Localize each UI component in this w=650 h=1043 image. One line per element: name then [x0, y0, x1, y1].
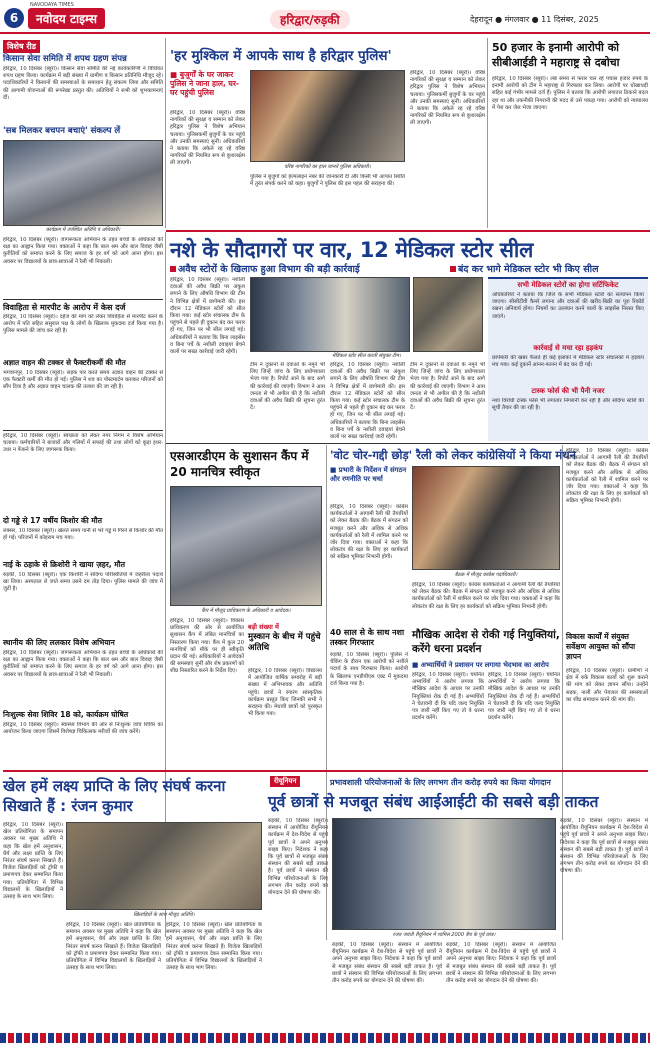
story-body: छापेमारी की खबर फैलते ही कई इलाकों में मेडिकल स्टोर संचालकों में हड़कंप मच गया। कई दुकानें आनन-फानन में बंद कर दी गईं।: [492, 355, 644, 369]
story-body: हरिद्वार, 10 दिसंबर (ब्यूरो)। वरिष्ठ नागरिकों की सुरक्षा व सम्मान को लेकर हरिद्वार पुलिस ने विशेष अभियान चलाया। पुलिसकर्मी बुजुर्गों के घर पहुंचे और उनकी समस्याएं सुनीं। अधिकारियों ने बताया कि अकेले रह रहे वरिष्ठ नागरिकों की नियमित रूप से कुशलक्षेम ली जाएगी।: [410, 70, 485, 127]
sidebar-heading: कार्रवाई से मचा रहा हड़कंप: [533, 344, 603, 352]
section-label: विशेष रीड: [3, 40, 40, 53]
story-subhead: ■ प्रभारी के निर्देशन में संगठन और रणनीति पर चर्चा: [330, 466, 407, 483]
divider: [3, 770, 648, 772]
story-body: हरिद्वार, 10 दिसंबर (ब्यूरो)। कांग्रेस कार्यकर्ताओं ने आगामी रैली की तैयारियों को लेकर बैठक की। बैठक में संगठन को मजबूत करने और अधिक से अधिक कार्यकर्ताओं को रैली में शामिल करने पर जोर दिया गया। वक्ताओं ने कहा कि लोकतंत्र की रक्षा के लिए हर कार्यकर्ता को सक्रिय भूमिका निभानी होगी।: [566, 448, 648, 505]
story-body: हरिद्वार, 10 दिसंबर (ब्यूरो)। स्वच्छता को लेकर नगर निगम ने विशेष अभियान चलाया। कर्मचारियों ने बाजारों और गलियों में सफाई की तथा लोगों को कूड़ा इधर-उधर न फेंकने के लिए जागरूक किया।: [3, 433, 163, 454]
story-body: हरिद्वार, 10 दिसंबर (ब्यूरो)। खेल प्रतियोगिता के समापन अवसर पर मुख्य अतिथि ने कहा कि खेल हमें अनुशासन, धैर्य और लक्ष्य प्राप्ति के लिए निरंतर संघर्ष करना सिखाते हैं। विजेता खिलाड़ियों को ट्रॉफी व प्रमाणपत्र देकर सम्मानित किया गया। प्रतियोगिता में विभिन्न विद्यालयों के खिलाड़ियों ने उत्साह के साथ भाग लिया।: [166, 922, 262, 972]
story-headline: विकास कार्यों में संयुक्त सर्वेक्षण आयुक्त को सौंपा ज्ञापन: [566, 632, 636, 661]
story-headline: किसान सेवा समिति में शपथ ग्रहण संपन्न: [3, 54, 127, 64]
story-body: भगवानपुर, 10 दिसंबर (ब्यूरो)। सड़क पार करते समय अज्ञात वाहन की टक्कर से एक फैक्टरी कर्मी की मौत हो गई। पुलिस ने शव का पोस्टमार्टम कराकर परिजनों को सौंप दिया है और अज्ञात वाहन चालक की तलाश की जा रही है।: [3, 370, 163, 391]
story-headline: दो गड्डे से 17 वर्षीय किशोर की मौत: [3, 516, 103, 525]
page-number: 6: [4, 8, 24, 28]
story-headline: निःशुल्क सेवा शिविर 18 को, कार्यक्रम घोषित: [3, 710, 129, 719]
photo-caption: मेडिकल स्टोर सील करती संयुक्त टीम।: [332, 353, 401, 359]
story-body: हरिद्वार, 10 दिसंबर (ब्यूरो)। लंबे समय से फरार चल रहे पचास हजार रुपये के इनामी आरोपी को टीम ने महाराष्ट्र से गिरफ्तार कर लिया। आरोपी पर धोखाधड़ी सहित कई गंभीर मामले दर्ज हैं। पुलिस ने बताया कि आरोपी लगातार ठिकाने बदल रहा था और तकनीकी निगरानी की मदद से उसे पकड़ा गया। आरोपी को न्यायालय में पेश कर जेल भेजा जाएगा।: [492, 76, 648, 111]
story-headline: नाई के ठहाके से क्रिशोरी ने खाया ज़हर, मौत: [3, 560, 126, 569]
divider: [3, 430, 163, 431]
story-body: हरिद्वार, 10 दिसंबर (ब्यूरो)। खेल प्रतियोगिता के समापन अवसर पर मुख्य अतिथि ने कहा कि खेल हमें अनुशासन, धैर्य और लक्ष्य प्राप्ति के लिए निरंतर संघर्ष करना सिखाते हैं। विजेता खिलाड़ियों को ट्रॉफी व प्रमाणपत्र देकर सम्मानित किया गया। प्रतियोगिता में विभिन्न विद्यालयों के खिलाड़ियों ने उत्साह के साथ भाग लिया।: [3, 822, 63, 901]
story-body: रुड़की, 10 दिसंबर (ब्यूरो)। संस्थान में आयोजित रीयूनियन कार्यक्रम में देश-विदेश से पहुंचे पूर्व छात्रों ने अपने अनुभव साझा किए। निदेशक ने कहा कि पूर्व छात्रों से मजबूत संबंध संस्थान की सबसे बड़ी ताकत है। पूर्व छात्रों ने संस्थान की विभिन्न परियोजनाओं के लिए लगभग तीन करोड़ रुपये का योगदान देने की घोषणा की।: [332, 942, 442, 985]
sidebar-heading: सभी मेडिकल स्टोरों का होगा सर्टिफिकेट: [517, 281, 619, 289]
divider: [166, 230, 650, 232]
news-photo: [170, 486, 322, 606]
story-body: हरिद्वार, 10 दिसंबर (ब्यूरो)। नशीली दवाओं की अवैध बिक्री पर अंकुश लगाने के लिए औषधि विभाग की टीम ने विभिन्न क्षेत्रों में छापेमारी की। इस दौरान 12 मेडिकल स्टोरों को सील किया गया। कई स्टोर संचालक टीम के पहुंचने से पहले ही दुकान बंद कर फरार हो गए, जिन पर भी सील लगाई गई। अधिकारियों ने बताया कि बिना लाइसेंस व बिना पर्चे के नशीली दवाइयां बेचने वालों पर सख्त कार्रवाई जारी रहेगी।: [330, 362, 405, 440]
photo-caption: बैठक में मौजूद कांग्रेस पदाधिकारी।: [454, 572, 518, 578]
news-photo: [66, 822, 262, 910]
story-body: हरिद्वार, 10 दिसंबर (ब्यूरो)। स्वास्थ्य विभाग की ओर से निःशुल्क जांच शिविर का आयोजन किया जाएगा जिसमें विशेषज्ञ चिकित्सक मरीजों की जांच करेंगे।: [3, 722, 163, 736]
story-body: लक्सर, 10 दिसंबर (ब्यूरो)। खेलते समय पानी से भरे गड्ढे में गिरने से किशोर की मौत हो गई। परिजनों में कोहराम मच गया।: [3, 528, 163, 542]
news-photo: [412, 466, 560, 570]
edition-label: हरिद्वार/रुड़की: [270, 10, 350, 29]
news-photo: [250, 277, 410, 352]
photo-caption: वरिष्ठ नागरिकों का हाल जानते पुलिस अधिकारी।: [284, 164, 371, 170]
photo-caption: कार्यक्रम में उपस्थित अतिथि व अधिकारी।: [45, 227, 121, 233]
story-headline: 40 साल से के साथ नशा तस्कर गिरफ्तार: [330, 628, 405, 647]
sidebar-heading: टास्क फोर्स की भी पैनी नजर: [531, 387, 605, 395]
story-headline: एसआरडीएम के सुशासन कैंप में 20 मानचित्र स्वीकृत: [170, 449, 309, 479]
story-subhead: प्रभावशाली परियोजनाओं के लिए लगभग तीन करोड़ रुपये का किया योगदान: [330, 778, 551, 787]
story-body: रुड़की, 10 दिसंबर (ब्यूरो)। संस्थान में आयोजित रीयूनियन कार्यक्रम में देश-विदेश से पहुंचे पूर्व छात्रों ने अपने अनुभव साझा किए। निदेशक ने कहा कि पूर्व छात्रों से मजबूत संबंध संस्थान की सबसे बड़ी ताकत है। पूर्व छात्रों ने संस्थान की विभिन्न परियोजनाओं के लिए लगभग तीन करोड़ रुपये का योगदान देने की घोषणा की।: [446, 942, 556, 985]
story-body: अधिकारियों ने बताया कि जिले के सभी मेडिकल स्टोरों का सत्यापन किया जाएगा। सीसीटीवी कैमरे लगाना और दवाओं की खरीद-बिक्री का पूरा रिकॉर्ड रखना अनिवार्य होगा। नियमों का उल्लंघन करने वालों के लाइसेंस निरस्त किए जाएंगे।: [492, 292, 644, 320]
story-headline: पूर्व छात्रों से मजबूत संबंध आईआईटी की सबसे बड़ी ताकत: [268, 793, 599, 811]
divider: [166, 443, 650, 444]
footer-strip: [0, 1033, 650, 1043]
newspaper-logo: नवोदय टाइम्स: [28, 8, 105, 29]
story-subhead: ■ अभ्यार्थियों ने प्रशासन पर लगाया भेदभाव का आरोप: [412, 661, 549, 669]
dateline: देहरादून ● मंगलवार ● 11 दिसंबर, 2025: [470, 15, 599, 24]
story-headline: 'सब मिलकर बचपन बचाएं' संकल्प लें: [3, 126, 121, 136]
story-body: टीम ने दुकानों से दवाओं के नमूने भी लिए जिन्हें जांच के लिए प्रयोगशाला भेजा गया है। रिपोर्ट आने के बाद आगे की कार्रवाई की जाएगी। विभाग ने आम जनता से भी अपील की है कि नशीली दवाओं की अवैध बिक्री की सूचना तुरंत दें।: [250, 362, 325, 412]
story-body: हरिद्वार, 10 दिसंबर (ब्यूरो)। खेल प्रतियोगिता के समापन अवसर पर मुख्य अतिथि ने कहा कि खेल हमें अनुशासन, धैर्य और लक्ष्य प्राप्ति के लिए निरंतर संघर्ष करना सिखाते हैं। विजेता खिलाड़ियों को ट्रॉफी व प्रमाणपत्र देकर सम्मानित किया गया। प्रतियोगिता में विभिन्न विद्यालयों के खिलाड़ियों ने उत्साह के साथ भाग लिया।: [66, 922, 161, 972]
column-divider: [165, 38, 166, 228]
story-body: हरिद्वार, 10 दिसंबर (ब्यूरो)। जागरूकता अभियान के तहत बच्चों के अधिकारों की रक्षा का आह्वान किया गया। वक्ताओं ने कहा कि बाल श्रम और बाल विवाह जैसी कुरीतियों को समाप्त करने के लिए समाज के हर वर्ग को आगे आना होगा। इस अवसर पर विद्यालयों के छात्र-छात्राओं ने रैली भी निकाली।: [3, 237, 163, 265]
photo-caption: खिलाड़ियों के साथ मौजूद अतिथि।: [133, 912, 195, 918]
story-body: हरिद्वार, 10 दिसंबर (ब्यूरो)। चयनित अभ्यर्थियों ने आरोप लगाया कि मौखिक आदेश के आधार पर उनकी नियुक्तियां रोक दी गई हैं। अभ्यर्थियों ने चेतावनी दी कि यदि जल्द नियुक्ति पत्र जारी नहीं किए गए तो वे धरना प्रदर्शन करेंगे।: [488, 672, 560, 722]
story-headline: 50 हजार के इनामी आरोपी को सीबीआईडी ने महाराष्ट्र से दबोचा: [492, 41, 620, 69]
story-body: रुड़की, 10 दिसंबर (ब्यूरो)। संस्थान में आयोजित रीयूनियन कार्यक्रम में देश-विदेश से पहुंचे पूर्व छात्रों ने अपने अनुभव साझा किए। निदेशक ने कहा कि पूर्व छात्रों से मजबूत संबंध संस्थान की सबसे बड़ी ताकत है। पूर्व छात्रों ने संस्थान की विभिन्न परियोजनाओं के लिए लगभग तीन करोड़ रुपये का योगदान देने की घोषणा की।: [268, 818, 328, 897]
story-body: रुड़की, 10 दिसंबर (ब्यूरो)। एक किशोरी ने संदिग्ध परिस्थितियों में जहरीला पदार्थ खा लिया। अस्पताल ले जाते समय उसने दम तोड़ दिया। पुलिस मामले की जांच में जुटी है।: [3, 572, 163, 593]
lead-subhead: बंद कर भागे मेडिकल स्टोर भी किए सील: [450, 262, 648, 275]
story-body: हरिद्वार, 10 दिसंबर (ब्यूरो)। कांग्रेस कार्यकर्ताओं ने आगामी रैली की तैयारियों को लेकर बैठक की। बैठक में संगठन को मजबूत करने और अधिक से अधिक कार्यकर्ताओं को रैली में शामिल करने पर जोर दिया गया। वक्ताओं ने कहा कि लोकतंत्र की रक्षा के लिए हर कार्यकर्ता को सक्रिय भूमिका निभानी होगी।: [412, 582, 560, 610]
police-subhead: ■ बुजुर्गों के घर जाकर पुलिस ने जाना हाल, घर-घर पहुंची पुलिस: [170, 70, 240, 97]
brand-small: NAVODAYA TIMES: [30, 2, 74, 8]
story-body: हरिद्वार, 10 दिसंबर (ब्यूरो)। किसान सेवा समिति की नई कार्यकारिणी ने विधिवत शपथ ग्रहण किया। कार्यक्रम में बड़ी संख्या में ग्रामीण व किसान प्रतिनिधि मौजूद रहे। पदाधिकारियों ने किसानों की समस्याओं के समाधान हेतु संकल्प लिया और समिति की आगामी योजनाओं की रूपरेखा प्रस्तुत की। अतिथियों ने सभी को शुभकामनाएं दीं।: [3, 66, 163, 101]
story-headline: 'वोट चोर-गद्दी छोड़' रैली को लेकर कांग्रेसियों ने किया मंथन: [330, 448, 576, 462]
story-headline: स्थानीय की लिए ललकार विशेष अभियान: [3, 638, 115, 647]
news-photo: [413, 277, 483, 352]
story-body: हरिद्वार, 10 दिसंबर (ब्यूरो)। दहेज की मांग को लेकर विवाहिता से मारपीट करने के आरोप में पति सहित ससुराल पक्ष के लोगों के खिलाफ मुकदमा दर्ज किया गया है। पुलिस मामले की जांच कर रही है।: [3, 314, 163, 335]
story-headline: मुस्कान के बीच में पहुंचे अतिथि: [248, 632, 321, 653]
story-body: हरिद्वार, 10 दिसंबर (ब्यूरो)। जागरूकता अभियान के तहत बच्चों के अधिकारों की रक्षा का आह्वान किया गया। वक्ताओं ने कहा कि बाल श्रम और बाल विवाह जैसी कुरीतियों को समाप्त करने के लिए समाज के हर वर्ग को आगे आना होगा। इस अवसर पर विद्यालयों के छात्र-छात्राओं ने रैली भी निकाली।: [3, 650, 163, 678]
story-ribbon: रीयूनियन: [270, 776, 300, 787]
photo-caption: रजत जयंती रीयूनियन में शामिल 2000 बैच के पूर्व छात्र।: [392, 932, 496, 938]
story-body: हरिद्वार, 10 दिसंबर (ब्यूरो)। वरिष्ठ नागरिकों की सुरक्षा व सम्मान को लेकर हरिद्वार पुलिस ने विशेष अभियान चलाया। पुलिसकर्मी बुजुर्गों के घर पहुंचे और उनकी समस्याएं सुनीं। अधिकारियों ने बताया कि अकेले रह रहे वरिष्ठ नागरिकों की नियमित रूप से कुशलक्षेम ली जाएगी।: [170, 110, 245, 167]
story-body: हरिद्वार, 10 दिसंबर (ब्यूरो)। चयनित अभ्यर्थियों ने आरोप लगाया कि मौखिक आदेश के आधार पर उनकी नियुक्तियां रोक दी गई हैं। अभ्यर्थियों ने चेतावनी दी कि यदि जल्द नियुक्ति पत्र जारी नहीं किए गए तो वे धरना प्रदर्शन करेंगे।: [412, 672, 484, 722]
photo-caption: कैंप में मौजूद प्राधिकरण के अधिकारी व आवेदक।: [201, 608, 291, 614]
story-headline: विवाहिता से मारपीट के आरोप में केस दर्ज: [3, 303, 126, 312]
story-body: रुड़की, 10 दिसंबर (ब्यूरो)। पुलिस ने चेकिंग के दौरान एक आरोपी को नशीले पदार्थ के साथ गिरफ्तार किया। आरोपी के खिलाफ एनडीपीएस एक्ट में मुकदमा दर्ज किया गया है।: [330, 652, 408, 687]
story-body: हरिद्वार, 10 दिसंबर (ब्यूरो)। कांग्रेस कार्यकर्ताओं ने आगामी रैली की तैयारियों को लेकर बैठक की। बैठक में संगठन को मजबूत करने और अधिक से अधिक कार्यकर्ताओं को रैली में शामिल करने पर जोर दिया गया। वक्ताओं ने कहा कि लोकतंत्र की रक्षा के लिए हर कार्यकर्ता को सक्रिय भूमिका निभानी होगी।: [330, 504, 408, 561]
story-body: हरिद्वार, 10 दिसंबर (ब्यूरो)। विकास प्राधिकरण की ओर से आयोजित सुशासन कैंप में लंबित मानचित्रों का निस्तारण किया गया। कैंप में कुल 20 मानचित्रों को मौके पर ही स्वीकृति प्रदान की गई। अधिकारियों ने आवेदकों की समस्याएं सुनीं और शेष प्रकरणों को शीघ्र निस्तारित करने के निर्देश दिए।: [170, 618, 244, 675]
story-body: नशा विरोधी टास्क फोर्स भी लगातार निगरानी कर रही है और संदिग्ध स्टोरों की सूची तैयार की जा रही है।: [492, 398, 644, 412]
story-body: हरिद्वार, 10 दिसंबर (ब्यूरो)। नशीली दवाओं की अवैध बिक्री पर अंकुश लगाने के लिए औषधि विभाग की टीम ने विभिन्न क्षेत्रों में छापेमारी की। इस दौरान 12 मेडिकल स्टोरों को सील किया गया। कई स्टोर संचालक टीम के पहुंचने से पहले ही दुकान बंद कर फरार हो गए, जिन पर भी सील लगाई गई। अधिकारियों ने बताया कि बिना लाइसेंस व बिना पर्चे के नशीली दवाइयां बेचने वालों पर सख्त कार्रवाई जारी रहेगी।: [170, 277, 245, 356]
news-photo: [3, 140, 163, 226]
story-body: रुड़की, 10 दिसंबर (ब्यूरो)। संस्थान में आयोजित रीयूनियन कार्यक्रम में देश-विदेश से पहुंचे पूर्व छात्रों ने अपने अनुभव साझा किए। निदेशक ने कहा कि पूर्व छात्रों से मजबूत संबंध संस्थान की सबसे बड़ी ताकत है। पूर्व छात्रों ने संस्थान की विभिन्न परियोजनाओं के लिए लगभग तीन करोड़ रुपये का योगदान देने की घोषणा की।: [560, 818, 648, 875]
story-kicker: बड़ी संख्या में: [248, 623, 279, 631]
story-body: पुलिस ने बुजुर्गों को हेल्पलाइन नंबर की जानकारी दी और किसी भी आपात स्थिति में तुरंत संपर्क करने को कहा। बुजुर्गों ने पुलिस की इस पहल की सराहना की।: [250, 174, 405, 188]
story-headline: खेल हमें लक्ष्य प्राप्ति के लिए संघर्ष करना सिखाते हैं : रंजन कुमार: [3, 777, 226, 815]
story-headline: मौखिक आदेश से रोकी गई नियुक्तियां, करेंगे धरना प्रदर्शन: [412, 629, 560, 655]
story-body: टीम ने दुकानों से दवाओं के नमूने भी लिए जिन्हें जांच के लिए प्रयोगशाला भेजा गया है। रिपोर्ट आने के बाद आगे की कार्रवाई की जाएगी। विभाग ने आम जनता से भी अपील की है कि नशीली दवाओं की अवैध बिक्री की सूचना तुरंत दें।: [410, 362, 485, 412]
news-photo: [332, 818, 556, 930]
news-photo: [250, 70, 405, 162]
story-headline: अज्ञात वाहन की टक्कर से फैक्टरीकर्मी की मौत: [3, 358, 126, 367]
story-body: हरिद्वार, 10 दिसंबर (ब्यूरो)। ग्रामीणों ने क्षेत्र में रुके विकास कार्यों को शुरू कराने की मांग को लेकर ज्ञापन सौंपा। उन्होंने सड़क, नाली और पेयजल की समस्याओं का शीघ्र समाधान करने की मांग की।: [566, 668, 648, 703]
divider: [3, 299, 163, 300]
lead-subhead: अवैध स्टोरों के खिलाफ हुआ विभाग की बड़ी कार्रवाई: [170, 262, 430, 275]
story-body: हरिद्वार, 10 दिसंबर (ब्यूरो)। विद्यालय में आयोजित वार्षिक समारोह में बड़ी संख्या में अभिभावक और अतिथि पहुंचे। छात्रों ने रंगारंग सांस्कृतिक कार्यक्रम प्रस्तुत किए जिनकी सभी ने सराहना की। मेधावी छात्रों को पुरस्कृत भी किया गया।: [248, 668, 322, 718]
police-headline: 'हर मुश्किल में आपके साथ है हरिद्वार पुलिस': [170, 48, 392, 64]
lead-headline: नशे के सौदागरों पर वार, 12 मेडिकल स्टोर सील: [170, 238, 534, 262]
column-divider: [487, 38, 488, 228]
